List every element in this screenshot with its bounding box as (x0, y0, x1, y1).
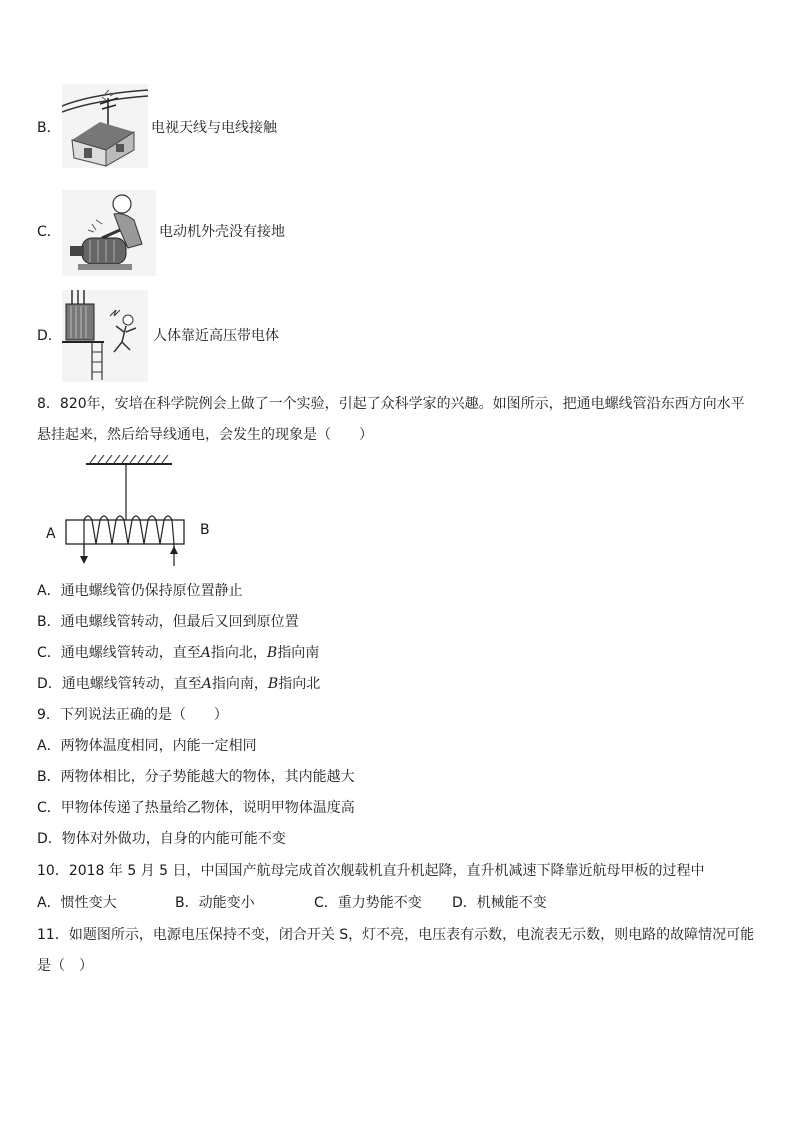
q8-option-c-pre: C．通电螺线管转动，直至 (37, 645, 201, 661)
q9-option-b: B．两物体相比，分子势能越大的物体，其内能越大 (37, 769, 355, 785)
high-voltage-person-illustration (62, 290, 148, 382)
q8-option-d-post: 指向北 (278, 676, 321, 692)
q8-stem-line-1: 8．820年，安培在科学院例会上做了一个实验，引起了众科学家的兴趣。如图所示，把通电螺线管沿东西方向水平 (37, 396, 745, 412)
solenoid-label-a: A (46, 526, 56, 542)
q10-option-d: D．机械能不变 (452, 895, 547, 911)
q8-option-c (37, 643, 319, 663)
q9-stem: 9．下列说法正确的是（ ） (37, 707, 228, 723)
q9-option-c: C．甲物体传递了热量给乙物体，说明甲物体温度高 (37, 800, 355, 816)
q11-stem-line-1: 11．如题图所示，电源电压保持不变，闭合开关 S，灯不亮，电压表有示数，电流表无示数，则电路的故障情况可能 (37, 927, 755, 943)
option-b-text: 电视天线与电线接触 (151, 120, 277, 136)
option-b-letter: B． (37, 120, 61, 136)
q10-options-row (37, 893, 597, 913)
q10-option-c: C．重力势能不变 (314, 895, 422, 911)
q8-option-c-post: 指向南 (277, 645, 320, 661)
solenoid-label-b: B (200, 522, 210, 538)
option-d-letter: D． (37, 328, 62, 344)
q8-option-d-mid: 指向南， (211, 676, 268, 692)
q8-option-b: B．通电螺线管转动，但最后又回到原位置 (37, 614, 299, 630)
solenoid-figure (40, 450, 230, 574)
option-c-text: 电动机外壳没有接地 (159, 224, 285, 240)
q8-option-c-var2: B (266, 645, 278, 661)
q10-option-a: A．惯性变大 (37, 895, 117, 911)
q8-stem-line-2: 悬挂起来，然后给导线通电，会发生的现象是（ ） (37, 427, 373, 443)
q8-option-d-var2: B (267, 676, 279, 692)
q8-option-c-mid: 指向北， (210, 645, 267, 661)
q8-option-c-var1: A (200, 645, 211, 661)
q9-option-d: D．物体对外做功，自身的内能可能不变 (37, 831, 286, 847)
motor-ungrounded-illustration (62, 190, 156, 276)
q8-option-d-var1: A (201, 676, 212, 692)
option-d-text: 人体靠近高压带电体 (153, 328, 279, 344)
q10-option-b: B．动能变小 (175, 895, 255, 911)
q10-stem: 10．2018 年 5 月 5 日，中国国产航母完成首次舰载机直升机起降，直升机减速下降靠近航母甲板的过程中 (37, 863, 705, 879)
q8-option-a: A．通电螺线管仍保持原位置静止 (37, 583, 243, 599)
q11-stem-line-2: 是（ ） (37, 958, 93, 974)
tv-antenna-power-line-illustration (62, 84, 148, 168)
option-c-letter: C． (37, 224, 61, 240)
q9-option-a: A．两物体温度相同，内能一定相同 (37, 738, 257, 754)
q8-option-d-pre: D．通电螺线管转动，直至 (37, 676, 202, 692)
q8-option-d (37, 674, 320, 694)
